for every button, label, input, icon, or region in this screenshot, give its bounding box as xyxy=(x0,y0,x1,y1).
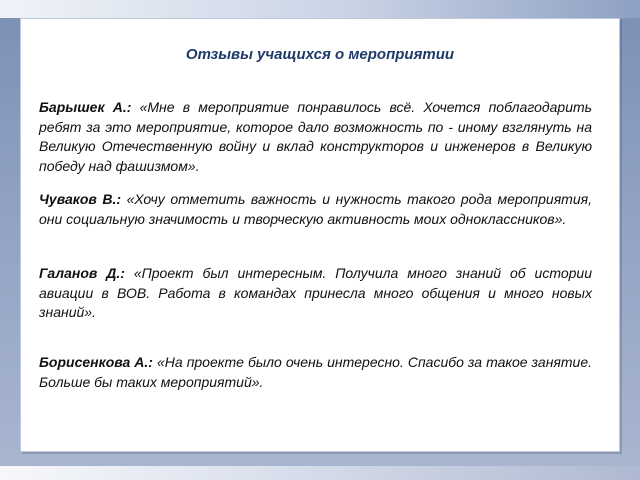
review-text: «На проекте было очень интересно. Спасибо за такое занятие. Больше бы таких мероприятий». xyxy=(39,354,593,390)
review-text: «Хочу отметить важность и нужность такого рода мероприятия, они социальную значимость и творческую активность моих одноклассников». xyxy=(39,191,592,227)
page-title: Отзывы учащихся о мероприятии xyxy=(185,46,455,63)
review-item xyxy=(39,190,592,229)
review-author: Борисенкова А.: xyxy=(39,354,153,370)
content-card xyxy=(20,18,620,452)
review-author: Галанов Д.: xyxy=(39,265,125,281)
review-text: «Проект был интересным. Получила много знаний об истории авиации в ВОВ. Работа в командах принесла много общения и много новых знаний». xyxy=(39,265,592,320)
review-author: Чуваков В.: xyxy=(39,191,122,207)
review-item xyxy=(39,264,592,323)
review-author: Барышек А.: xyxy=(39,99,132,115)
review-text: «Мне в мероприятие понравилось всё. Хочется поблагодарить ребят за это мероприятие, которое дало возможность по - иному взглянуть на Великую Отечественную войну и вклад конструкторов и инженеров в Великую победу над фашизмом». xyxy=(39,99,592,174)
review-item xyxy=(39,353,592,392)
review-item xyxy=(39,98,592,176)
